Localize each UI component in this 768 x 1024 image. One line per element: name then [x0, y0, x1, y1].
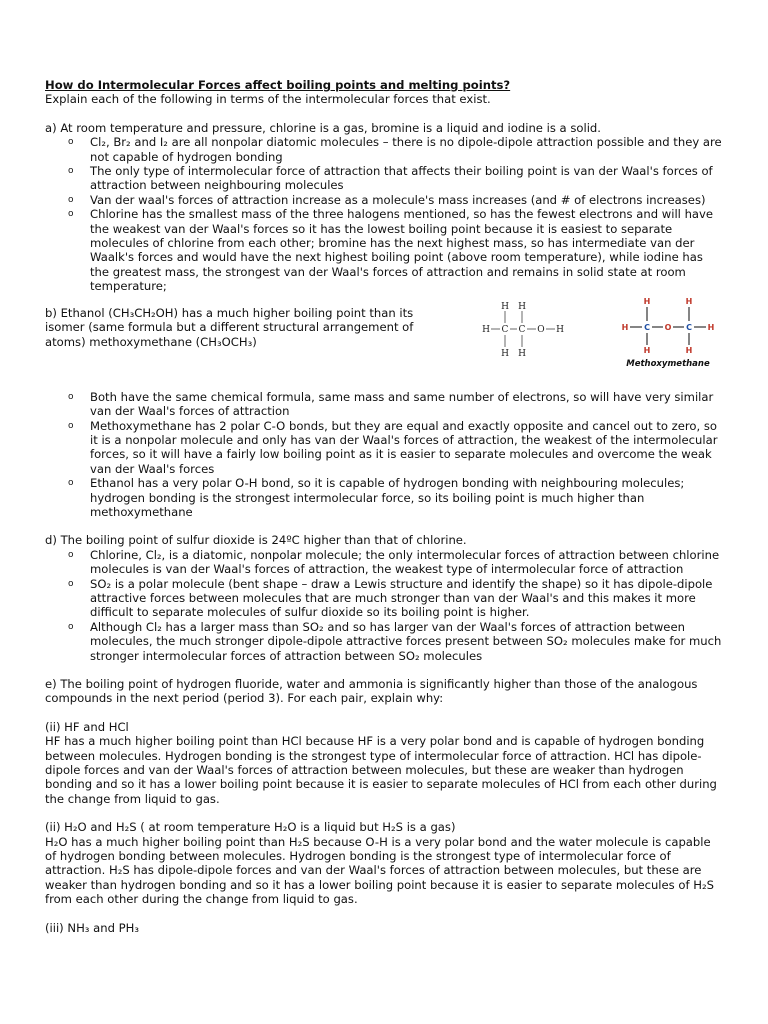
svg-text:H: H — [685, 296, 693, 306]
methoxymethane-label: Methoxymethane — [626, 358, 710, 369]
svg-text:O: O — [537, 324, 545, 335]
pair-answer-h2o-h2s: H₂O has a much higher boiling point than H₂S because O-H is a very polar bond and the water molecule is capable of hydrogen bonding between molecules. Hydrogen bonding is the strongest type of intermolecular force of attraction. H₂S has dipole-dipole forces and van der Waal's forces of attraction between molecules, but these are weaker than hydrogen bonding and so it has a lower boiling point because it is easier to separate molecules of H₂S from each other during the change from liquid to gas. — [45, 834, 714, 907]
answer-d-list — [45, 548, 725, 663]
document-page — [45, 78, 725, 935]
ethanol-structure-diagram — [480, 298, 580, 360]
list-item: o Chlorine has the smallest mass of the three halogens mentioned, so has the fewest electrons and will have the weakest van der Waal's forces so it has the lowest boiling point because it is easiest to separate molecules of chlorine from each other; bromine has the next highest mass, so has intermediate van der Waalk's forces and would have the next highest boiling point (above room temperature), while iodine has the greatest mass, the strongest van der Waal's forces of attraction and remains in solid state at room temperature; — [90, 207, 725, 293]
list-item: o Chlorine, Cl₂, is a diatomic, nonpolar molecule; the only intermolecular forces of attraction between chlorine molecules is van der Waal's forces of attraction, the weakest type of intermolecular force of attraction — [90, 548, 725, 577]
svg-text:C: C — [518, 324, 526, 335]
list-item: o The only type of intermolecular force of attraction that affects their boiling point is van der Waal's forces of attraction between neighbouring molecules — [90, 164, 725, 193]
list-item: o Ethanol has a very polar O-H bond, so it is capable of hydrogen bonding with neighbouring molecules; hydrogen bonding is the strongest intermolecular force, so its boiling point is much higher than methoxymethane — [90, 476, 725, 519]
document-title: How do Intermolecular Forces affect boiling points and melting points? — [45, 78, 511, 92]
list-item: o SO₂ is a polar molecule (bent shape – draw a Lewis structure and identify the shape) so it has dipole-dipole attractive forces between molecules that are much stronger than van der Waal's and this makes it more difficult to separate molecules of sulfur dioxide so its boiling point is higher. — [90, 577, 725, 620]
svg-text:H: H — [643, 296, 651, 306]
svg-text:C: C — [501, 324, 509, 335]
svg-text:H: H — [643, 345, 651, 355]
list-item: o Van der waal's forces of attraction increase as a molecule's mass increases (and # of electrons increases) — [90, 193, 725, 207]
svg-text:H: H — [707, 322, 715, 332]
pair-heading-h2o-h2s: (ii) H₂O and H₂S ( at room temperature H₂O is a liquid but H₂S is a gas) — [45, 820, 456, 835]
svg-text:H: H — [501, 348, 509, 359]
question-b: b) Ethanol (CH₃CH₂OH) has a much higher boiling point than its isomer (same formula but a different structural arrangement of atoms) methoxymethane (CH₃OCH₃) — [45, 305, 414, 349]
pair-heading-nh3-ph3: (iii) NH₃ and PH₃ — [45, 920, 139, 935]
svg-text:H: H — [482, 324, 490, 335]
list-item: o Although Cl₂ has a larger mass than SO₂ and so has larger van der Waal's forces of attraction between molecules, the much stronger dipole-dipole attractive forces present between SO₂ molecules make for much stronger intermolecular forces of attraction between SO₂ molecules — [90, 620, 725, 663]
methoxymethane-structure-diagram — [617, 294, 717, 370]
answer-b-list — [45, 390, 725, 520]
svg-text:C: C — [686, 322, 692, 332]
svg-text:H: H — [556, 324, 564, 335]
list-item: o Both have the same chemical formula, same mass and same number of electrons, so will have very similar van der Waal's forces of attraction — [90, 390, 725, 419]
svg-text:H: H — [518, 348, 526, 359]
intro-text: Explain each of the following in terms of the intermolecular forces that exist. — [45, 92, 491, 107]
question-b-row — [45, 296, 725, 390]
svg-text:H: H — [685, 345, 693, 355]
pair-answer-hf-hcl: HF has a much higher boiling point than HCl because HF is a very polar bond and is capable of hydrogen bonding between molecules. Hydrogen bonding is the strongest type of intermolecular force of attraction. HCl has dipole-dipole forces and van der Waal's forces of attraction between molecules, but these are weaker than hydrogen bonding and so it has a lower boiling point because it is easier to separate molecules of HCl from each other during the change from liquid to gas. — [45, 734, 717, 806]
list-item: o Cl₂, Br₂ and I₂ are all nonpolar diatomic molecules – there is no dipole-dipole attraction possible and they are not capable of hydrogen bonding — [90, 135, 725, 164]
svg-text:H: H — [621, 322, 629, 332]
pair-heading-hf-hcl: (ii) HF and HCl — [45, 719, 129, 734]
question-e: e) The boiling point of hydrogen fluoride, water and ammonia is significantly higher than those of the analogous compounds in the next period (period 3). For each pair, explain why: — [45, 677, 698, 706]
question-d: d) The boiling point of sulfur dioxide is 24ºC higher than that of chlorine. — [45, 533, 467, 548]
svg-text:C: C — [644, 322, 650, 332]
answer-a-list — [45, 135, 725, 293]
question-a: a) At room temperature and pressure, chlorine is a gas, bromine is a liquid and iodine is a solid. — [45, 120, 601, 135]
svg-text:H: H — [518, 301, 526, 312]
svg-text:H: H — [501, 301, 509, 312]
svg-text:O: O — [664, 322, 672, 332]
list-item: o Methoxymethane has 2 polar C-O bonds, but they are equal and exactly opposite and cancel out to zero, so it is a nonpolar molecule and only has van der Waal's forces of attraction, the weakest of the intermolecular forces, so it will have a fairly low boiling point as it is easier to separate molecules and overcome the weak van der Waal's forces — [90, 419, 725, 477]
